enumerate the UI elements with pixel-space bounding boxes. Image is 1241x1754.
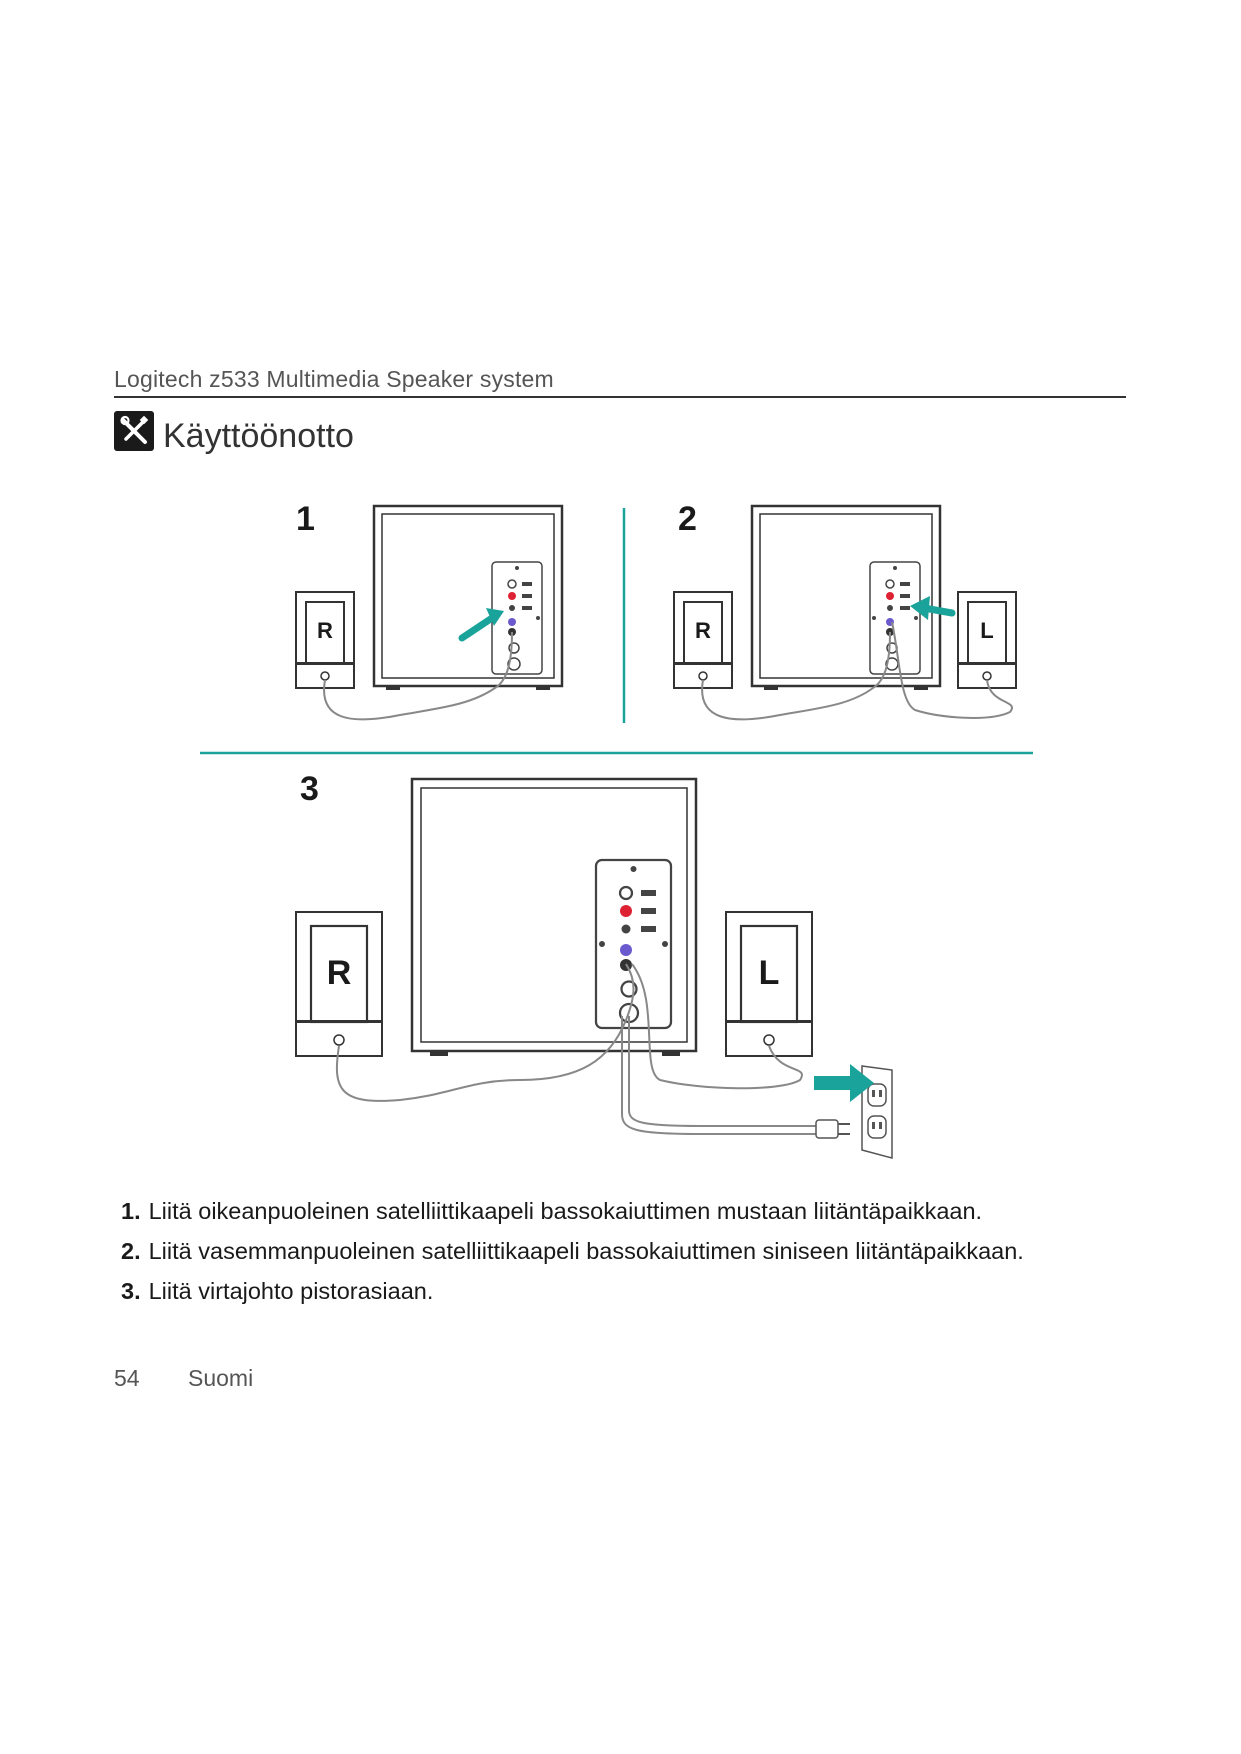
panel-3-speaker-r-label: R <box>326 954 352 992</box>
header-rule <box>114 396 1126 398</box>
running-title: Logitech z533 Multimedia Speaker system <box>114 366 554 392</box>
page-number: 54 <box>114 1365 140 1391</box>
step-number: 3. <box>121 1278 141 1304</box>
panel-2-speaker-l-label: L <box>980 618 994 643</box>
setup-illustration <box>140 490 1100 1170</box>
panel-1-number: 1 <box>296 500 315 538</box>
list-item <box>121 1236 1121 1266</box>
panel-3-number: 3 <box>300 770 319 808</box>
step-number: 2. <box>121 1238 141 1264</box>
panel-1-speaker-r-label: R <box>317 618 333 643</box>
list-item <box>121 1276 1121 1306</box>
step-text: Liitä vasemmanpuoleinen satelliittikaapeli bassokaiuttimen siniseen liitäntäpaikkaan. <box>148 1238 1024 1264</box>
steps-list <box>121 1196 1121 1316</box>
step-text: Liitä oikeanpuoleinen satelliittikaapeli bassokaiuttimen mustaan liitäntäpaikkaan. <box>148 1198 983 1224</box>
tools-icon <box>114 411 154 451</box>
step-text: Liitä virtajohto pistorasiaan. <box>148 1278 434 1304</box>
list-item <box>121 1196 1121 1226</box>
setup-diagram <box>140 490 1100 1170</box>
panel-3-speaker-l-label: L <box>758 954 780 992</box>
section-title: Käyttöönotto <box>163 417 354 455</box>
panel-3 <box>296 779 892 1158</box>
footer-language: Suomi <box>188 1365 254 1391</box>
step-number: 1. <box>121 1198 141 1224</box>
panel-2 <box>674 506 1016 719</box>
panel-2-speaker-r-label: R <box>695 618 711 643</box>
panel-1 <box>296 506 562 719</box>
panel-2-number: 2 <box>678 500 697 538</box>
